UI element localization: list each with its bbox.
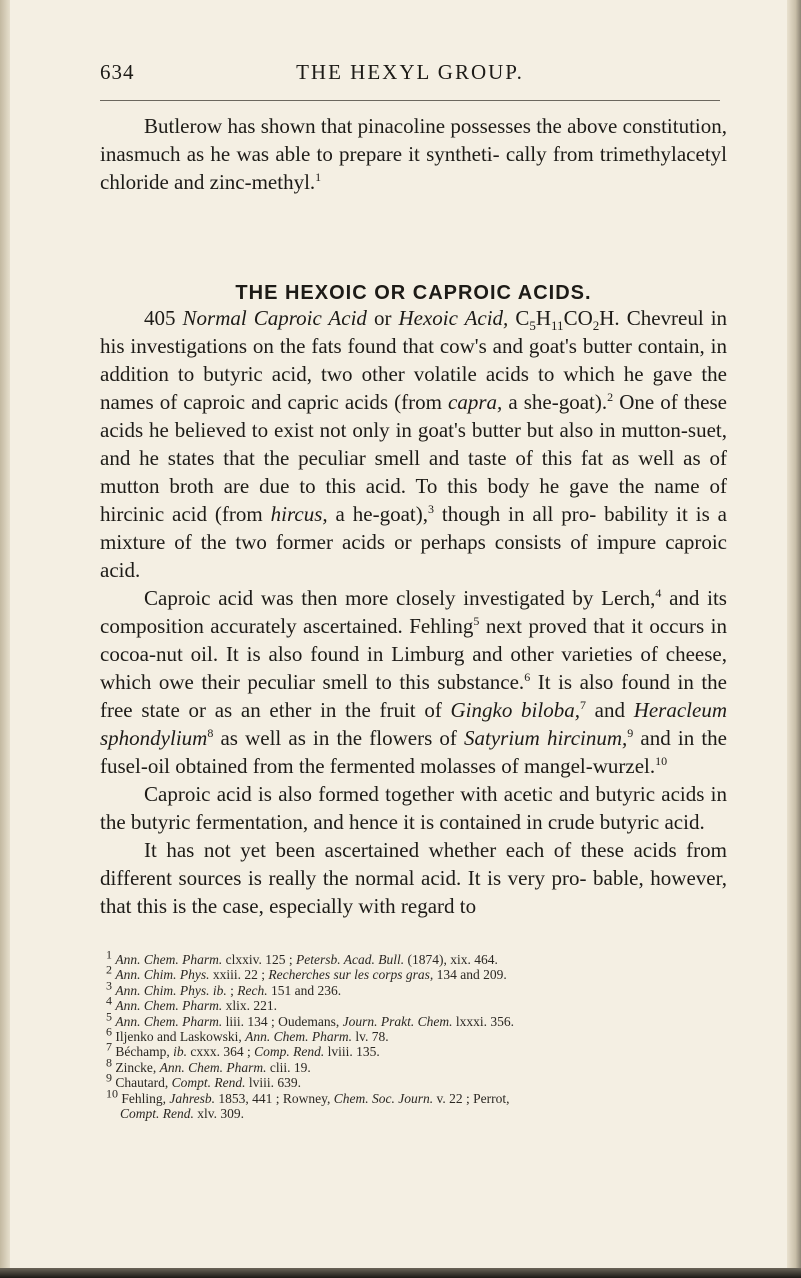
paragraph-butyric: Caproic acid is also formed together with acetic and butyric acids in the butyric fermentation, and hence it is contained in crude butyric acid. bbox=[100, 782, 727, 834]
paragraph-405: 405 Normal Caproic Acid or Hexoic Acid, $C_5H_{11}CO_2H$. Chevreul in his investigations on the fats found that cow's and goat's butter contain, in addition to butyric acid, two other volatile acids to which he gave the names of caproic and capric acids (from capra, a she-goat).$^2$ One of these acids he believed to exist not only in goat's butter but also in mutton-suet, and he states that the peculiar smell and taste of this fat as well as of mutton broth are due to this acid. To this body he gave the name of hircinic acid (from hircus, a he-goat),$^3$ though in all pro- bability it is a mixture of the two former acids or perhaps consists of impure caproic acid. bbox=[100, 306, 728, 582]
paragraph-sources: It has not yet been ascertained whether each of these acids from different sources is really the normal acid. It is very pro- bable, however, that this is the case, especially with regard to bbox=[100, 838, 727, 918]
bottom-shadow bbox=[0, 1268, 801, 1278]
main-text bbox=[100, 304, 727, 920]
intro-block bbox=[100, 112, 727, 196]
footnote-10: $^{10}$ Fehling, Jahresb. 1853, 441 ; Rowney, Chem. Soc. Journ. v. 22 ; Perrot, bbox=[106, 1086, 510, 1106]
running-head bbox=[100, 60, 720, 90]
footnote-1: $^1$ Ann. Chem. Pharm. clxxiv. 125 ; Petersb. Acad. Bull. (1874), xix. 464. bbox=[106, 947, 498, 967]
footnotes bbox=[106, 947, 726, 1122]
footnote-9: $^9$ Chautard, Compt. Rend. lviii. 639. bbox=[106, 1070, 302, 1091]
footnote-10-continued: Compt. Rend. xlv. 309. bbox=[120, 1106, 244, 1122]
footnote-4: $^4$ Ann. Chem. Pharm. xlix. 221. bbox=[106, 993, 278, 1014]
chemical-formula: $C_5H_{11}CO_2H$. bbox=[515, 306, 620, 334]
running-title: THE HEXYL GROUP. bbox=[296, 60, 524, 84]
footnote-8: $^8$ Zincke, Ann. Chem. Pharm. clii. 19. bbox=[106, 1055, 311, 1075]
section-heading: THE HEXOIC OR CAPROIC ACIDS. bbox=[235, 282, 592, 304]
footnote-3: $^3$ Ann. Chim. Phys. ib. ; Rech. 151 and 236. bbox=[106, 978, 342, 998]
page-number: 634 bbox=[100, 60, 135, 84]
footnote-2: $^2$ Ann. Chim. Phys. xxiii. 22 ; Recherches sur les corps gras, 134 and 209. bbox=[106, 962, 507, 983]
page-left-edge bbox=[0, 0, 10, 1278]
footnote-6: $^6$ Iljenko and Laskowski, Ann. Chem. Pharm. lv. 78. bbox=[106, 1024, 389, 1045]
paragraph-title: Normal Caproic Acid bbox=[182, 306, 367, 330]
page-right-edge bbox=[787, 0, 801, 1278]
header-rule bbox=[100, 100, 720, 101]
footnote-7: $^7$ Béchamp, ib. cxxx. 364 ; Comp. Rend. lviii. 135. bbox=[106, 1039, 380, 1060]
intro-paragraph: Butlerow has shown that pinacoline possesses the above constitution, inasmuch as he was able to prepare it syntheti- cally from trimethylacetyl chloride and zinc-methyl.$^1$ bbox=[100, 114, 727, 194]
footnote-ref-1: 1 bbox=[315, 170, 322, 184]
paragraph-lerch: Caproic acid was then more closely investigated by Lerch,$^4$ and its composition accurately ascertained. Fehling$^5$ next proved that it occurs in cocoa-nut oil. It is also found in Limburg and other varieties of cheese, which owe their peculiar smell to this substance.$^6$ It is also found in the free state or as an ether in the fruit of Gingko biloba,$^7$ and Heracleum sphondylium$^8$ as well as in the flowers of Satyrium hircinum,$^9$ and in the fusel-oil obtained from the fermented molasses of mangel-wurzel.$^{10}$ bbox=[100, 586, 727, 778]
paragraph-number: 405 bbox=[144, 306, 176, 330]
footnote-5: $^5$ Ann. Chem. Pharm. liii. 134 ; Oudemans, Journ. Prakt. Chem. lxxxi. 356. bbox=[106, 1009, 514, 1029]
